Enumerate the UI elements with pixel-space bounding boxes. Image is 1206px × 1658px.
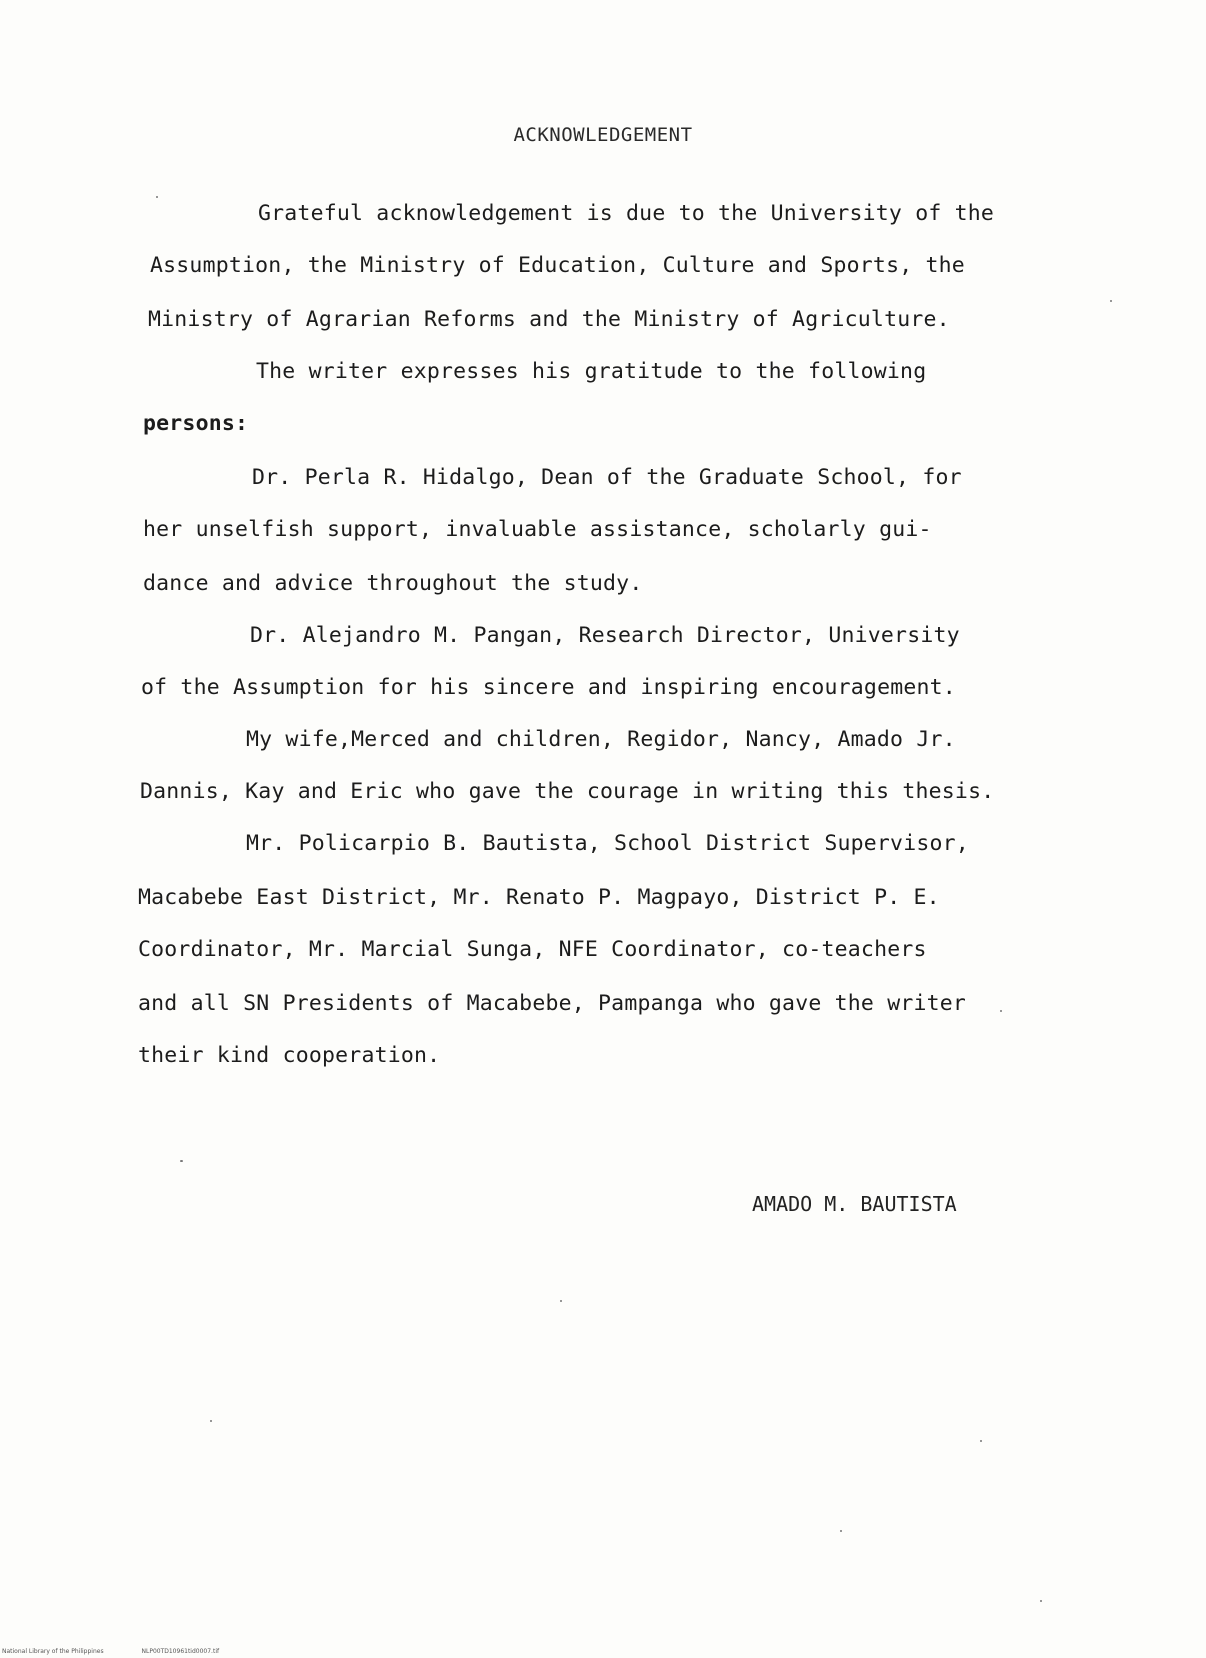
- text-line: persons:: [143, 411, 249, 436]
- text-line: dance and advice throughout the study.: [143, 571, 643, 596]
- text-line: their kind cooperation.: [138, 1043, 441, 1068]
- text-line: Grateful acknowledgement is due to the University of the: [258, 201, 995, 226]
- text-line: Ministry of Agrarian Reforms and the Ministry of Agriculture.: [148, 307, 950, 332]
- text-line: Macabebe East District, Mr. Renato P. Magpayo, District P. E.: [138, 885, 940, 910]
- scan-speck: [180, 1160, 183, 1162]
- scan-speck: [1040, 1600, 1042, 1602]
- scan-speck: [560, 1300, 562, 1302]
- text-line: her unselfish support, invaluable assistance, scholarly gui-: [143, 517, 932, 542]
- library-credit: National Library of the Philippines: [2, 1648, 104, 1655]
- scan-speck: [210, 1420, 212, 1422]
- file-id: NLP00TD10961tid0007.tif: [141, 1648, 220, 1655]
- text-line: Dr. Alejandro M. Pangan, Research Director, University: [250, 623, 960, 648]
- text-line: and all SN Presidents of Macabebe, Pampanga who gave the writer: [138, 991, 967, 1016]
- page-title: ACKNOWLEDGEMENT: [513, 124, 693, 146]
- text-line: of the Assumption for his sincere and inspiring encouragement.: [141, 675, 956, 700]
- text-line: Dannis, Kay and Eric who gave the courage in writing this thesis.: [140, 779, 995, 804]
- text-line: Mr. Policarpio B. Bautista, School District Supervisor,: [246, 831, 969, 856]
- scan-speck: [840, 1530, 842, 1532]
- author-signature: AMADO M. BAUTISTA: [752, 1192, 957, 1216]
- scan-speck: [1000, 1010, 1002, 1012]
- text-line: Coordinator, Mr. Marcial Sunga, NFE Coordinator, co-teachers: [138, 937, 927, 962]
- scan-speck: [1110, 300, 1112, 302]
- scan-speck: [980, 1440, 982, 1442]
- text-line: The writer expresses his gratitude to the following: [256, 359, 927, 384]
- scan-speck: [156, 196, 158, 198]
- text-line: My wife,Merced and children, Regidor, Nancy, Amado Jr.: [246, 727, 956, 752]
- text-line: Assumption, the Ministry of Education, Culture and Sports, the: [150, 253, 965, 278]
- archive-footer: [2, 1648, 255, 1655]
- text-line: Dr. Perla R. Hidalgo, Dean of the Graduate School, for: [252, 465, 962, 490]
